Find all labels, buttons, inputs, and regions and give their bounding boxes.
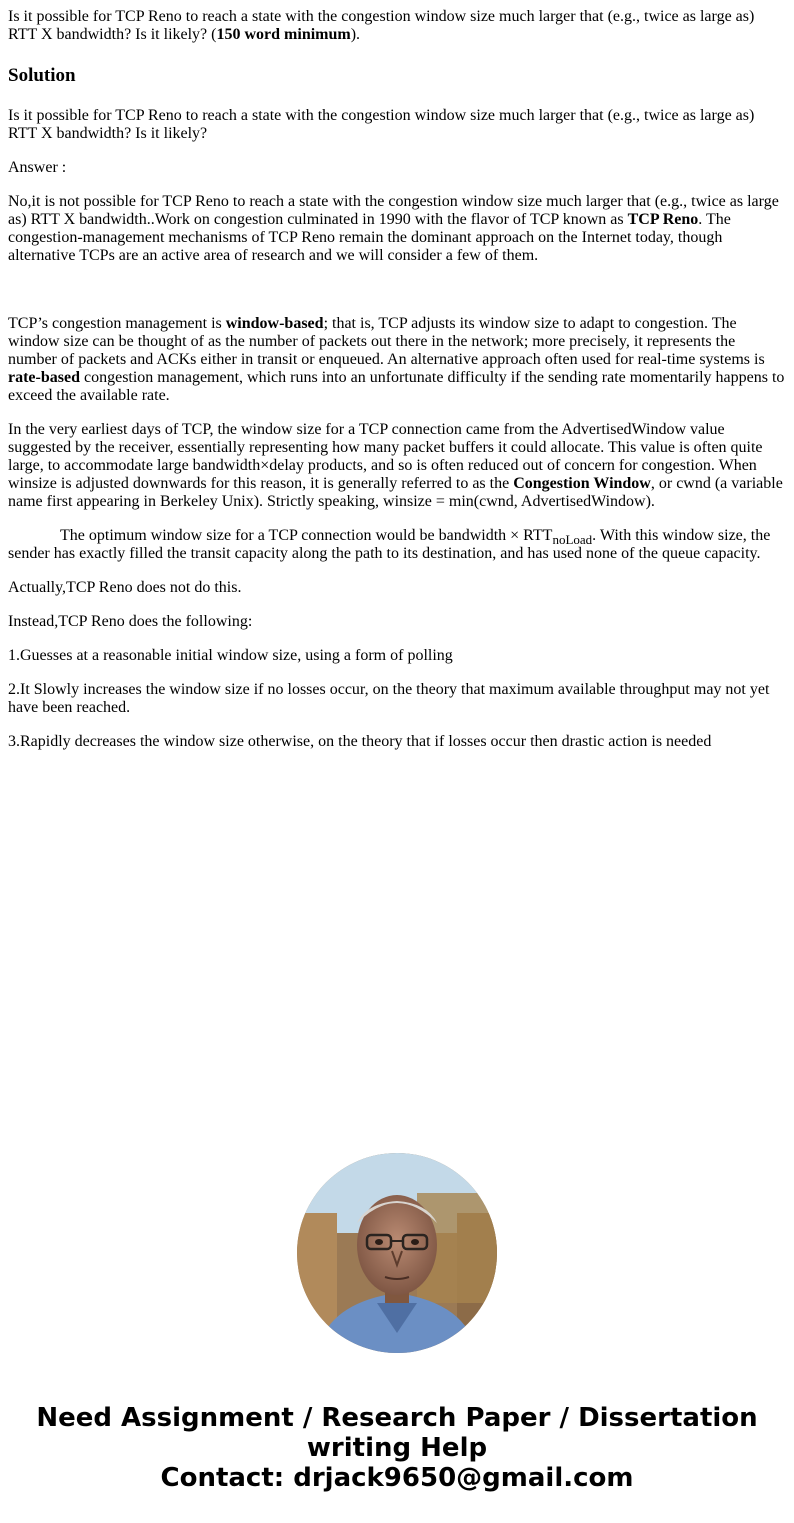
question-repeat: Is it possible for TCP Reno to reach a state with the congestion window size much larger that (e.g., twice as large as) RTT X bandwidth? Is it likely?: [8, 107, 755, 142]
question-text: Is it possible for TCP Reno to reach a state with the congestion window size much larger that (e.g., twice as large as) RTT X bandwidth? Is it likely? (: [8, 8, 755, 43]
p2-text-a: TCP’s congestion management is: [8, 315, 226, 332]
answer-label: Answer :: [8, 159, 67, 176]
answer-paragraph-6: Instead,TCP Reno does the following:: [8, 613, 253, 630]
p4-text-c: . With this window size, the sender has exactly filled the transit capacity along the path to its destination, and has used none of the queue capacity.: [8, 527, 771, 562]
author-photo: [297, 1153, 497, 1353]
p2-text-e: congestion management, which runs into an unfortunate difficulty if the sending rate momentarily happens to exceed the available rate.: [8, 369, 785, 404]
footer-line-1: Need Assignment / Research Paper / Dissertation: [36, 1403, 758, 1433]
question-paragraph: [8, 8, 786, 44]
list-item: 2.It Slowly increases the window size if no losses occur, on the theory that maximum available throughput may not yet have been reached.: [8, 681, 770, 716]
footer-advert: [0, 1403, 794, 1493]
footer-line-2: writing Help: [306, 1433, 488, 1463]
p3-bold-congestion-window: Congestion Window: [513, 475, 651, 492]
answer-paragraph-4: [8, 527, 786, 563]
solution-heading: Solution: [8, 65, 76, 86]
p4-subscript: noLoad: [552, 532, 593, 547]
list-item: 3.Rapidly decreases the window size otherwise, on the theory that if losses occur then drastic action is needed: [8, 733, 712, 750]
word-minimum-label: 150 word minimum: [216, 26, 351, 43]
p4-text-a: The optimum window size for a TCP connection would be bandwidth × RTT: [60, 527, 553, 544]
p1-bold-tcp-reno: TCP Reno: [627, 211, 699, 228]
answer-paragraph-3: [8, 421, 786, 511]
answer-paragraph-2: [8, 315, 786, 405]
author-photo-illustration: [297, 1153, 497, 1353]
p1-text-c: . The congestion-management mechanisms of TCP Reno remain the dominant approach on the Internet today, though alternative TCPs are an active area of research and we will consider a few of them.: [8, 211, 731, 264]
answer-paragraph-1: [8, 193, 786, 265]
list-item: 1.Guesses at a reasonable initial window size, using a form of polling: [8, 647, 453, 664]
p1-text-a: No,it is not possible for TCP Reno to reach a state with the congestion window size much larger that (e.g., twice as large as) RTT X bandwidth..Work on congestion culminated in 1990 with the flavor of TCP known as: [8, 193, 779, 228]
question-end: ).: [350, 26, 361, 43]
p3-text-a: In the very earliest days of TCP, the window size for a TCP connection came from the AdvertisedWindow value suggested by the receiver, essentially representing how many packet buffers it could allocate. This value is often quite large, to accommodate large bandwidth×delay products, and so is often reduced out of concern for congestion. When winsize is adjusted downwards for this reason, it is generally referred to as the: [8, 421, 763, 492]
answer-paragraph-5: Actually,TCP Reno does not do this.: [8, 579, 242, 596]
p3-text-c: , or cwnd (a variable name first appearing in Berkeley Unix). Strictly speaking, winsize = min(cwnd, AdvertisedWindow).: [8, 475, 783, 510]
spacer: [8, 281, 786, 315]
document-body: [8, 8, 786, 767]
footer-contact: Contact: drjack9650@gmail.com: [160, 1463, 634, 1493]
p2-bold-rate-based: rate-based: [8, 369, 80, 386]
p2-bold-window-based: window-based: [225, 315, 324, 332]
p2-text-c: ; that is, TCP adjusts its window size to adapt to congestion. The window size can be thought of as the number of packets out there in the network; more precisely, it represents the number of packets and ACKs either in transit or enqueued. An alternative approach often used for real-time systems is: [8, 315, 765, 368]
